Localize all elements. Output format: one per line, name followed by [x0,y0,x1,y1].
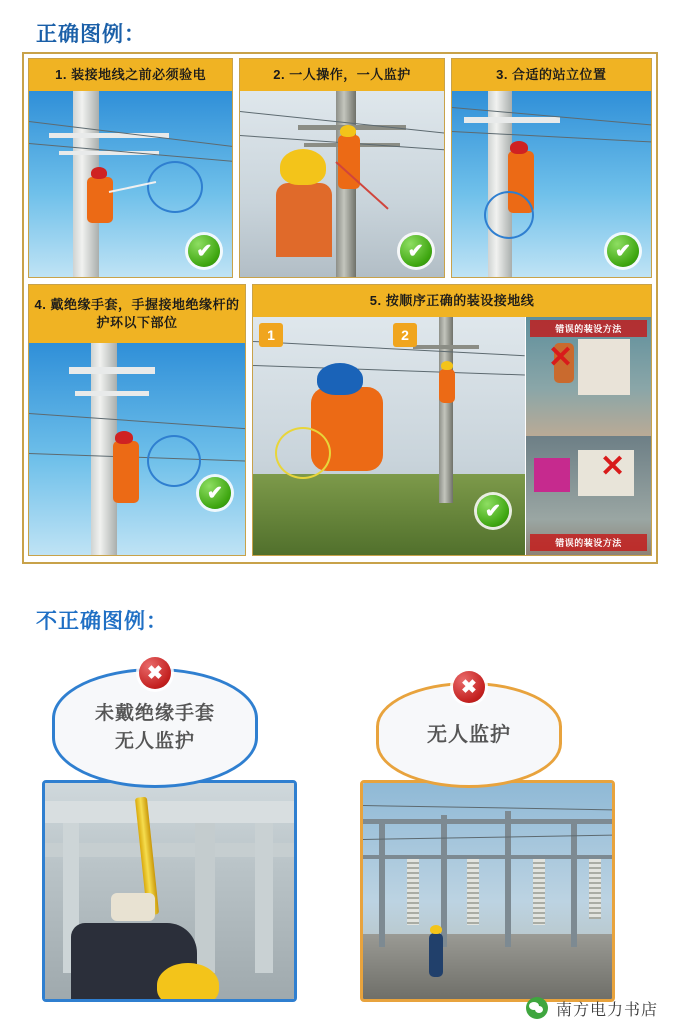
grounding-wire-coil [147,161,203,213]
example-card-3 [451,58,652,278]
example-photo-1 [29,91,232,277]
wrong-method-note-bottom: 错误的装设方法 [530,534,647,551]
safety-helmet [280,149,326,185]
ceiling-beam [45,801,294,823]
safety-helmet [340,125,356,137]
step-tag-1: 1 [259,323,283,347]
observer-figure [276,183,332,257]
example-caption-4: 4. 戴绝缘手套，手握接地绝缘杆的护环以下部位 [29,285,245,343]
worker-on-pole [439,369,455,403]
steel-structure [441,815,447,947]
page-title-incorrect: 不正确图例： [36,610,168,633]
incorrect-label-1 [52,662,258,788]
example-photo-2 [240,91,443,277]
worker-figure [87,177,113,223]
busbar-beam [363,855,612,859]
status-badge-correct: ✔ [188,235,220,267]
example-caption-2: 2. 一人操作，一人监护 [240,59,443,91]
wrong-method-note-top: 错误的装设方法 [530,320,647,337]
example-caption-3: 3. 合适的站立位置 [452,59,651,91]
crossarm [75,391,149,396]
lone-worker [429,933,443,977]
status-badge-correct: ✔ [400,235,432,267]
safety-helmet [91,167,107,179]
insulator-stack [589,859,601,919]
incorrect-photo-2 [360,780,615,1002]
wrong-method-photo-bottom [525,436,651,555]
worker-with-gloves [113,441,139,503]
crossarm [464,117,560,123]
incorrect-label-1-text [95,700,215,757]
correct-examples-frame [22,52,658,564]
correct-row-bottom [28,284,652,556]
status-badge-incorrect: ✖ [453,671,485,703]
example-card-2 [239,58,444,278]
example-card-5 [252,284,652,556]
step5-side-panels [525,317,651,555]
incorrect-label-2 [376,676,562,788]
grounding-wire-coil [147,435,201,487]
safety-helmet [115,431,133,444]
wechat-icon [526,997,548,1019]
steel-structure [379,823,385,947]
footer [0,990,680,1026]
step-tag-2: 2 [393,323,417,347]
page-title-correct: 正确图例： [36,23,146,46]
steel-structure [505,811,511,947]
support-column [255,823,273,973]
crossarm [413,345,479,349]
bare-hand [111,893,155,921]
incorrect-label-1-line1: 未戴绝缘手套 [94,702,215,724]
incorrect-photo-1 [42,780,297,1002]
example-caption-1: 1. 装接地线之前必须验电 [29,59,232,91]
safety-helmet [510,141,528,154]
cross-mark-icon: ✕ [548,341,574,374]
status-badge-incorrect: ✖ [139,657,171,689]
example-photo-5 [253,317,651,555]
safety-helmet [441,361,453,370]
status-badge-correct: ✔ [477,495,509,527]
crossarm [69,367,155,374]
insulator-stack [533,859,545,925]
example-card-4 [28,284,246,556]
wall-panel [578,339,630,395]
safety-helmet [430,925,442,934]
grounding-wire-coil [484,191,534,239]
incorrect-label-1-line2: 无人监护 [114,731,195,752]
incorrect-label-2-line1: 无人监护 [427,724,511,746]
steel-structure [571,819,577,947]
incorrect-label-2-text [427,720,511,750]
status-badge-correct: ✔ [199,477,231,509]
example-caption-5: 5. 按顺序正确的装设接地线 [253,285,651,317]
grounding-wire-coil [275,427,331,479]
correct-row-top [28,58,652,278]
color-block [534,458,570,492]
safety-helmet [317,363,363,395]
insulator-stack [467,859,479,925]
cross-mark-icon: ✕ [600,450,626,483]
example-card-1 [28,58,233,278]
support-column [195,823,215,973]
wrong-method-photo-top [525,317,651,436]
insulator-stack [407,859,419,925]
example-photo-3 [452,91,651,277]
example-photo-4 [29,343,245,555]
status-badge-correct: ✔ [607,235,639,267]
busbar-beam [363,819,612,824]
step5-main-photo [253,317,525,555]
footer-label: 南方电力书店 [555,1001,658,1019]
